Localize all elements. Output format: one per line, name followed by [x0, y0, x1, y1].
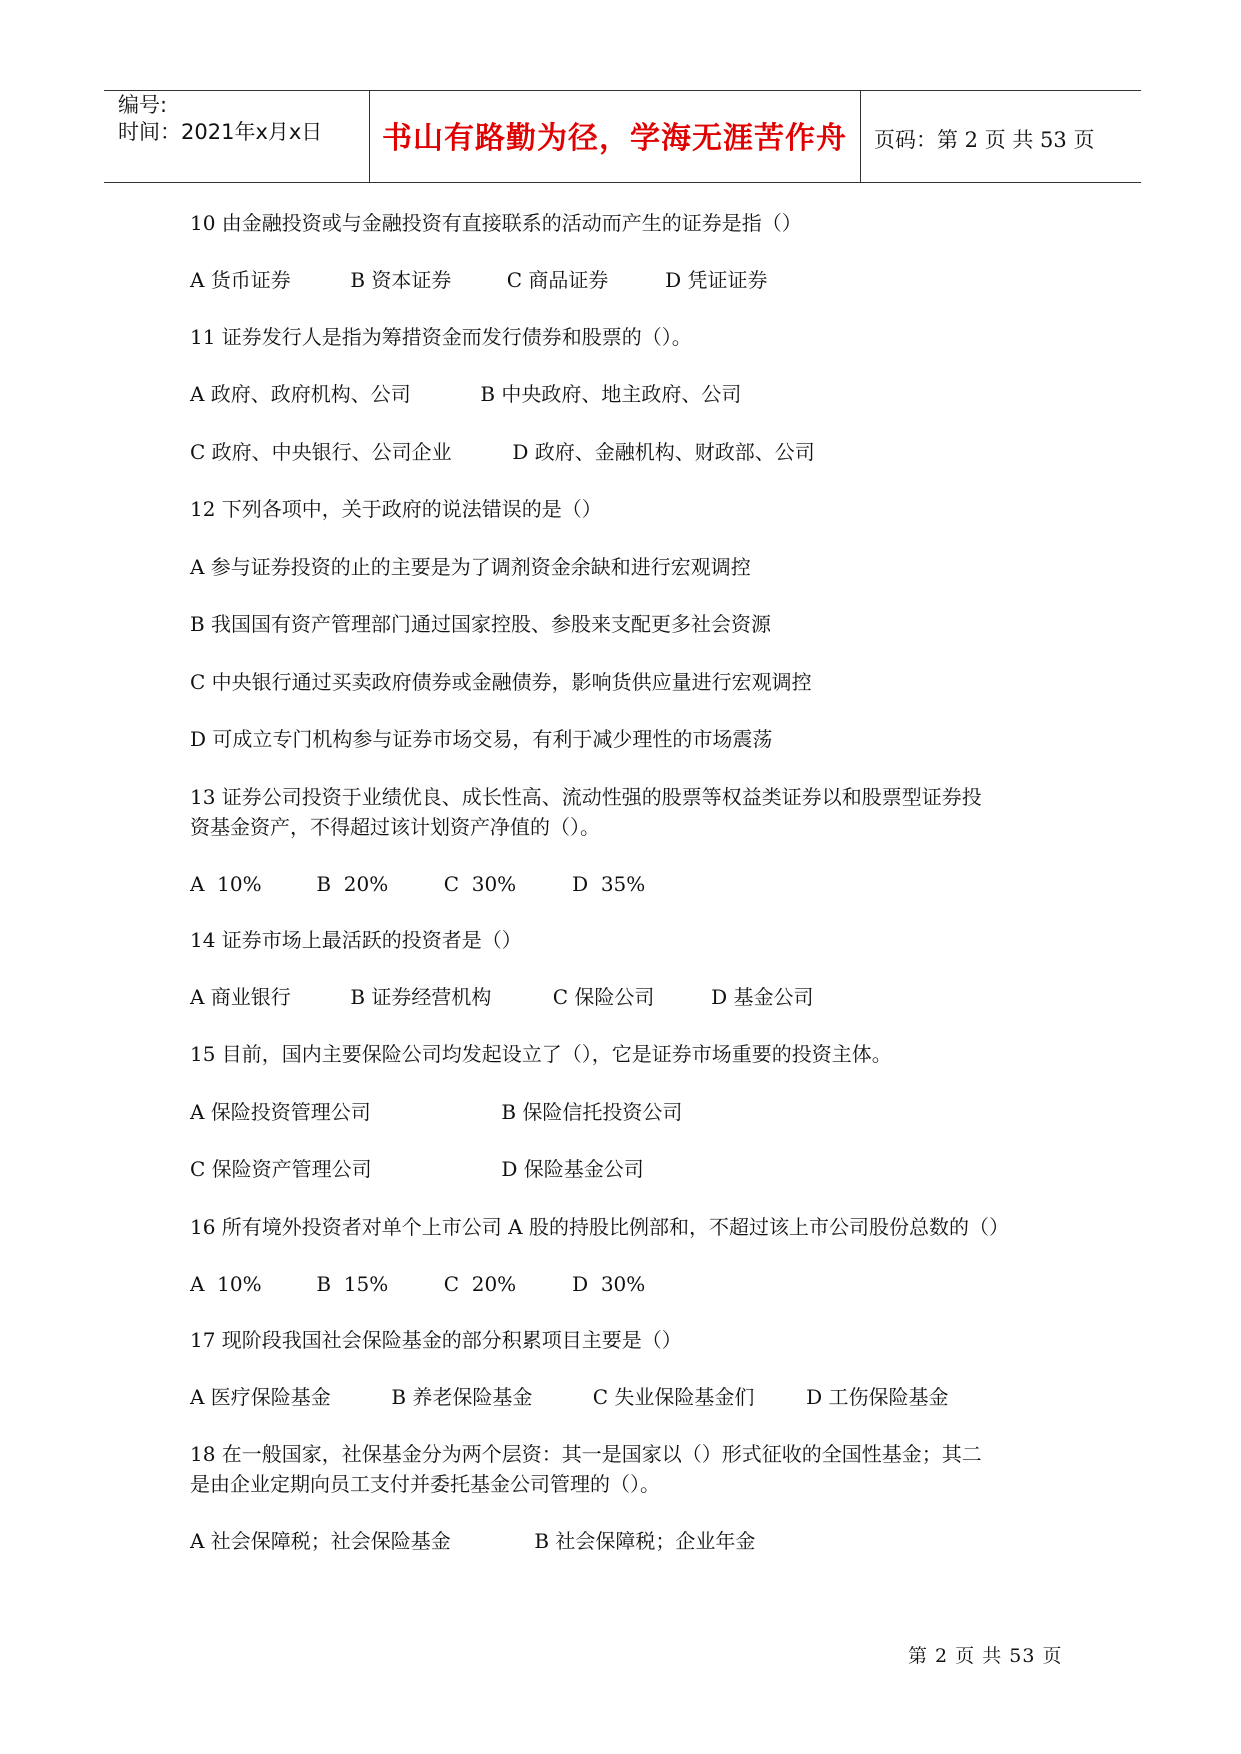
- header-motto: 书山有路勤为径，学海无涯苦作舟: [382, 121, 847, 156]
- question-13-options: [190, 869, 645, 899]
- question-10-option-b: B 资本证券: [350, 268, 452, 292]
- question-10-stem: 10 由金融投资或与金融投资有直接联系的活动而产生的证券是指（）: [190, 211, 802, 235]
- question-13-option-d: D 35%: [572, 872, 646, 896]
- question-14-option-a: A 商业银行: [190, 985, 291, 1009]
- question-17-option-c: C 失业保险基金们: [592, 1385, 755, 1409]
- question-11-options-row1: [190, 379, 741, 409]
- question-16-option-b: B 15%: [316, 1272, 389, 1296]
- question-13-option-b: B 20%: [316, 872, 389, 896]
- question-11-option-a: A 政府、政府机构、公司: [190, 382, 411, 406]
- question-10-option-d: D 凭证证券: [665, 268, 768, 292]
- header-bottom-rule: [104, 182, 1141, 183]
- question-17-option-b: B 养老保险基金: [391, 1385, 533, 1409]
- header-meta: [118, 92, 322, 146]
- question-16-option-a: A 10%: [190, 1272, 262, 1296]
- header-page-number: 页码：第 2 页 共 53 页: [874, 128, 1095, 152]
- question-14-option-b: B 证券经营机构: [350, 985, 492, 1009]
- header-divider-right: [860, 90, 861, 182]
- question-18-option-b: B 社会保障税；企业年金: [534, 1529, 756, 1553]
- question-16-options: [190, 1269, 645, 1299]
- header-top-rule: [104, 90, 1141, 91]
- question-15-options-row2: [190, 1154, 644, 1184]
- question-16-option-c: C 20%: [443, 1272, 517, 1296]
- question-10-option-c: C 商品证券: [506, 268, 609, 292]
- question-11-option-d: D 政府、金融机构、财政部、公司: [512, 440, 815, 464]
- question-18-option-a: A 社会保障税；社会保险基金: [190, 1529, 451, 1553]
- question-15-option-b: B 保险信托投资公司: [501, 1100, 683, 1124]
- question-15-option-a: A 保险投资管理公司: [190, 1100, 371, 1124]
- question-17-options: [190, 1382, 948, 1412]
- question-18-options: [190, 1526, 755, 1556]
- question-11-stem: 11 证券发行人是指为筹措资金而发行债券和股票的（）。: [190, 325, 692, 349]
- question-14-option-d: D 基金公司: [711, 985, 814, 1009]
- question-15-options-row1: [190, 1097, 682, 1127]
- question-16-stem: 16 所有境外投资者对单个上市公司 A 股的持股比例部和，不超过该上市公司股份总数的（）: [190, 1215, 1009, 1239]
- question-12-option-c: C 中央银行通过买卖政府债券或金融债券，影响货供应量进行宏观调控: [190, 670, 812, 694]
- question-13-option-c: C 30%: [443, 872, 517, 896]
- question-15-stem: 15 目前，国内主要保险公司均发起设立了（），它是证券市场重要的投资主体。: [190, 1042, 892, 1066]
- question-18-stem-line2: 是由企业定期向员工支付并委托基金公司管理的（）。: [190, 1472, 660, 1496]
- question-17-stem: 17 现阶段我国社会保险基金的部分积累项目主要是（）: [190, 1328, 682, 1352]
- question-11-option-b: B 中央政府、地主政府、公司: [480, 382, 742, 406]
- question-12-stem: 12 下列各项中，关于政府的说法错误的是（）: [190, 497, 602, 521]
- document-time-label: 时间：2021年x月x日: [118, 120, 323, 144]
- question-15-option-c: C 保险资产管理公司: [190, 1157, 372, 1181]
- question-15-option-d: D 保险基金公司: [501, 1157, 644, 1181]
- question-12-option-a: A 参与证券投资的止的主要是为了调剂资金余缺和进行宏观调控: [190, 555, 751, 579]
- question-10-options: [190, 265, 767, 295]
- footer-page-number: 第 2 页 共 53 页: [908, 1645, 1063, 1667]
- question-14-options: [190, 982, 813, 1012]
- question-11-option-c: C 政府、中央银行、公司企业: [190, 440, 452, 464]
- question-16-option-d: D 30%: [572, 1272, 646, 1296]
- question-12-option-d: D 可成立专门机构参与证券市场交易，有利于减少理性的市场震荡: [190, 727, 773, 751]
- question-18-stem-line1: 18 在一般国家，社保基金分为两个层资：其一是国家以（）形式征收的全国性基金；其二: [190, 1442, 982, 1466]
- question-13-stem-line1: 13 证券公司投资于业绩优良、成长性高、流动性强的股票等权益类证券以和股票型证券投: [190, 785, 982, 809]
- question-11-options-row2: [190, 437, 815, 467]
- document-number-label: 编号:: [118, 93, 168, 117]
- question-14-option-c: C 保险公司: [552, 985, 655, 1009]
- question-14-stem: 14 证券市场上最活跃的投资者是（）: [190, 928, 522, 952]
- question-13-stem-line2: 资基金资产，不得超过该计划资产净值的（）。: [190, 815, 600, 839]
- question-13-option-a: A 10%: [190, 872, 262, 896]
- question-17-option-d: D 工伤保险基金: [806, 1385, 949, 1409]
- question-17-option-a: A 医疗保险基金: [190, 1385, 331, 1409]
- question-10-option-a: A 货币证券: [190, 268, 291, 292]
- question-12-option-b: B 我国国有资产管理部门通过国家控股、参股来支配更多社会资源: [190, 612, 772, 636]
